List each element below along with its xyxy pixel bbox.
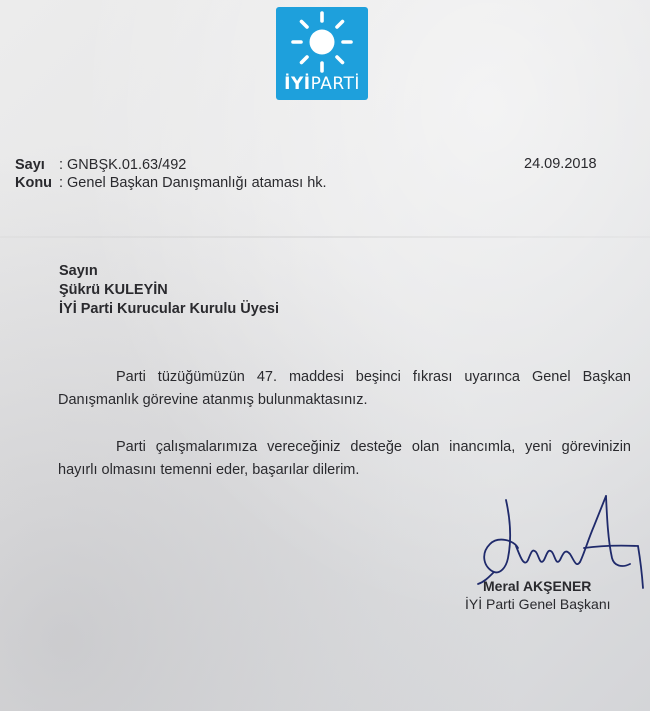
party-logo: [276, 7, 368, 100]
subject-line: Konu : Genel Başkan Danışmanlığı ataması hk.: [15, 175, 327, 191]
logo-wordmark: İYİPARTİ: [284, 74, 360, 94]
recipient-title: İYİ Parti Kurucular Kurulu Üyesi: [59, 301, 279, 317]
body-paragraph-1: Parti tüzüğümüzün 47. maddesi beşinci fıkrası uyarınca Genel Başkan Danışmanlık görevine atanmış bulunmaktasınız.: [58, 369, 631, 408]
body-paragraph-2: Parti çalışmalarımıza vereceğiniz desteğe olan inancımla, yeni görevinizin hayırlı olmasını temenni eder, başarılar dilerim.: [58, 439, 631, 478]
signer-title: İYİ Parti Genel Başkanı: [465, 596, 611, 612]
recipient-name: Şükrü KULEYİN: [59, 282, 168, 298]
paper-fold: [0, 236, 650, 238]
subject-label: Konu: [15, 175, 53, 191]
subject-text: Genel Başkan Danışmanlığı ataması hk.: [67, 175, 327, 191]
salutation: Sayın: [59, 263, 98, 279]
signer-name: Meral AKŞENER: [483, 578, 592, 594]
reference-label: Sayı: [15, 157, 45, 173]
letter-date: 24.09.2018: [524, 156, 597, 172]
reference-number: GNBŞK.01.63/492: [67, 157, 187, 173]
reference-number-line: Sayı : GNBŞK.01.63/492: [15, 157, 187, 173]
